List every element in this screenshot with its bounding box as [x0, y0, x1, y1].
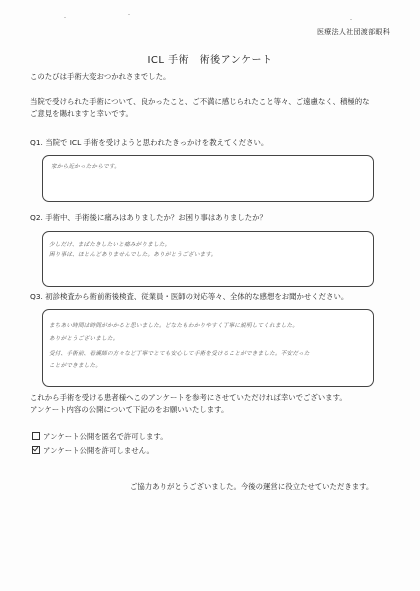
scan-speck: [128, 14, 130, 15]
q3-answer-line-4: ことができました。: [49, 363, 102, 369]
anonymous-checkbox[interactable]: [32, 432, 40, 440]
option-deny[interactable]: [32, 445, 154, 457]
closing-line-2: アンケート内容の公開について下記のをお願いいたします。: [30, 405, 229, 414]
q2-answer-box: [42, 231, 374, 287]
option-anonymous[interactable]: [32, 431, 168, 443]
q1-answer: 家から近かったからです。: [51, 164, 121, 170]
scan-speck: [64, 17, 66, 18]
option-anonymous-label: アンケート公開を匿名で許可します。: [43, 432, 168, 441]
scan-speck: [350, 19, 352, 20]
q3-answer-line-2: ありがとうございました。: [49, 336, 119, 342]
q3-question: Q3. 初診検査から術前術後検査、従業員・医師の対応等々、全体的な感想をお聞かせください。: [30, 292, 349, 301]
option-deny-label: アンケート公開を許可しません。: [43, 446, 154, 455]
intro-line-2: 当院で受けられた手術について、良かったこと、ご不満に感じられたこと等々、ご遠慮なく、積極的な: [30, 97, 370, 106]
intro-line-3: ご意見を賜れますと幸いです。: [30, 109, 133, 118]
closing-line-1: これから手術を受ける患者様へこのアンケートを参考にさせていただければ幸いでございます。: [30, 393, 347, 402]
q1-answer-box: [42, 155, 374, 202]
q2-question: Q2. 手術中、手術後に痛みはありましたか？お困り事はありましたか？: [30, 213, 267, 222]
q3-answer-box: [42, 309, 374, 387]
q1-question: Q1. 当院で ICL 手術を受けようと思われたきっかけを教えてください。: [30, 138, 269, 147]
q2-answer-line-1: 少しだけ、まばたきしたいと痛みがりました。: [49, 242, 171, 248]
q2-answer-line-2: 困り事は、ほとんどありませんでした。ありがとうございます。: [49, 252, 217, 258]
footer-note: ご協力ありがとうございました。今後の運営に役立たせていただきます。: [130, 482, 374, 491]
q3-answer-line-1: まちあい時間は時間がかかると思いました。どなたもわかりやすく丁寧に説明してくれました。: [49, 323, 299, 329]
q3-answer-line-3: 受付、手術前、看護師の方々など丁寧でとても安心して手術を受けることができました。不安だった: [49, 351, 310, 357]
page-title: ICL 手術 術後アンケート: [147, 55, 273, 66]
deny-checkbox[interactable]: [32, 446, 40, 454]
intro-line-1: このたびは手術大変おつかれさまでした。: [30, 72, 171, 81]
clinic-name: 医療法人社団渡部眼科: [317, 28, 390, 36]
